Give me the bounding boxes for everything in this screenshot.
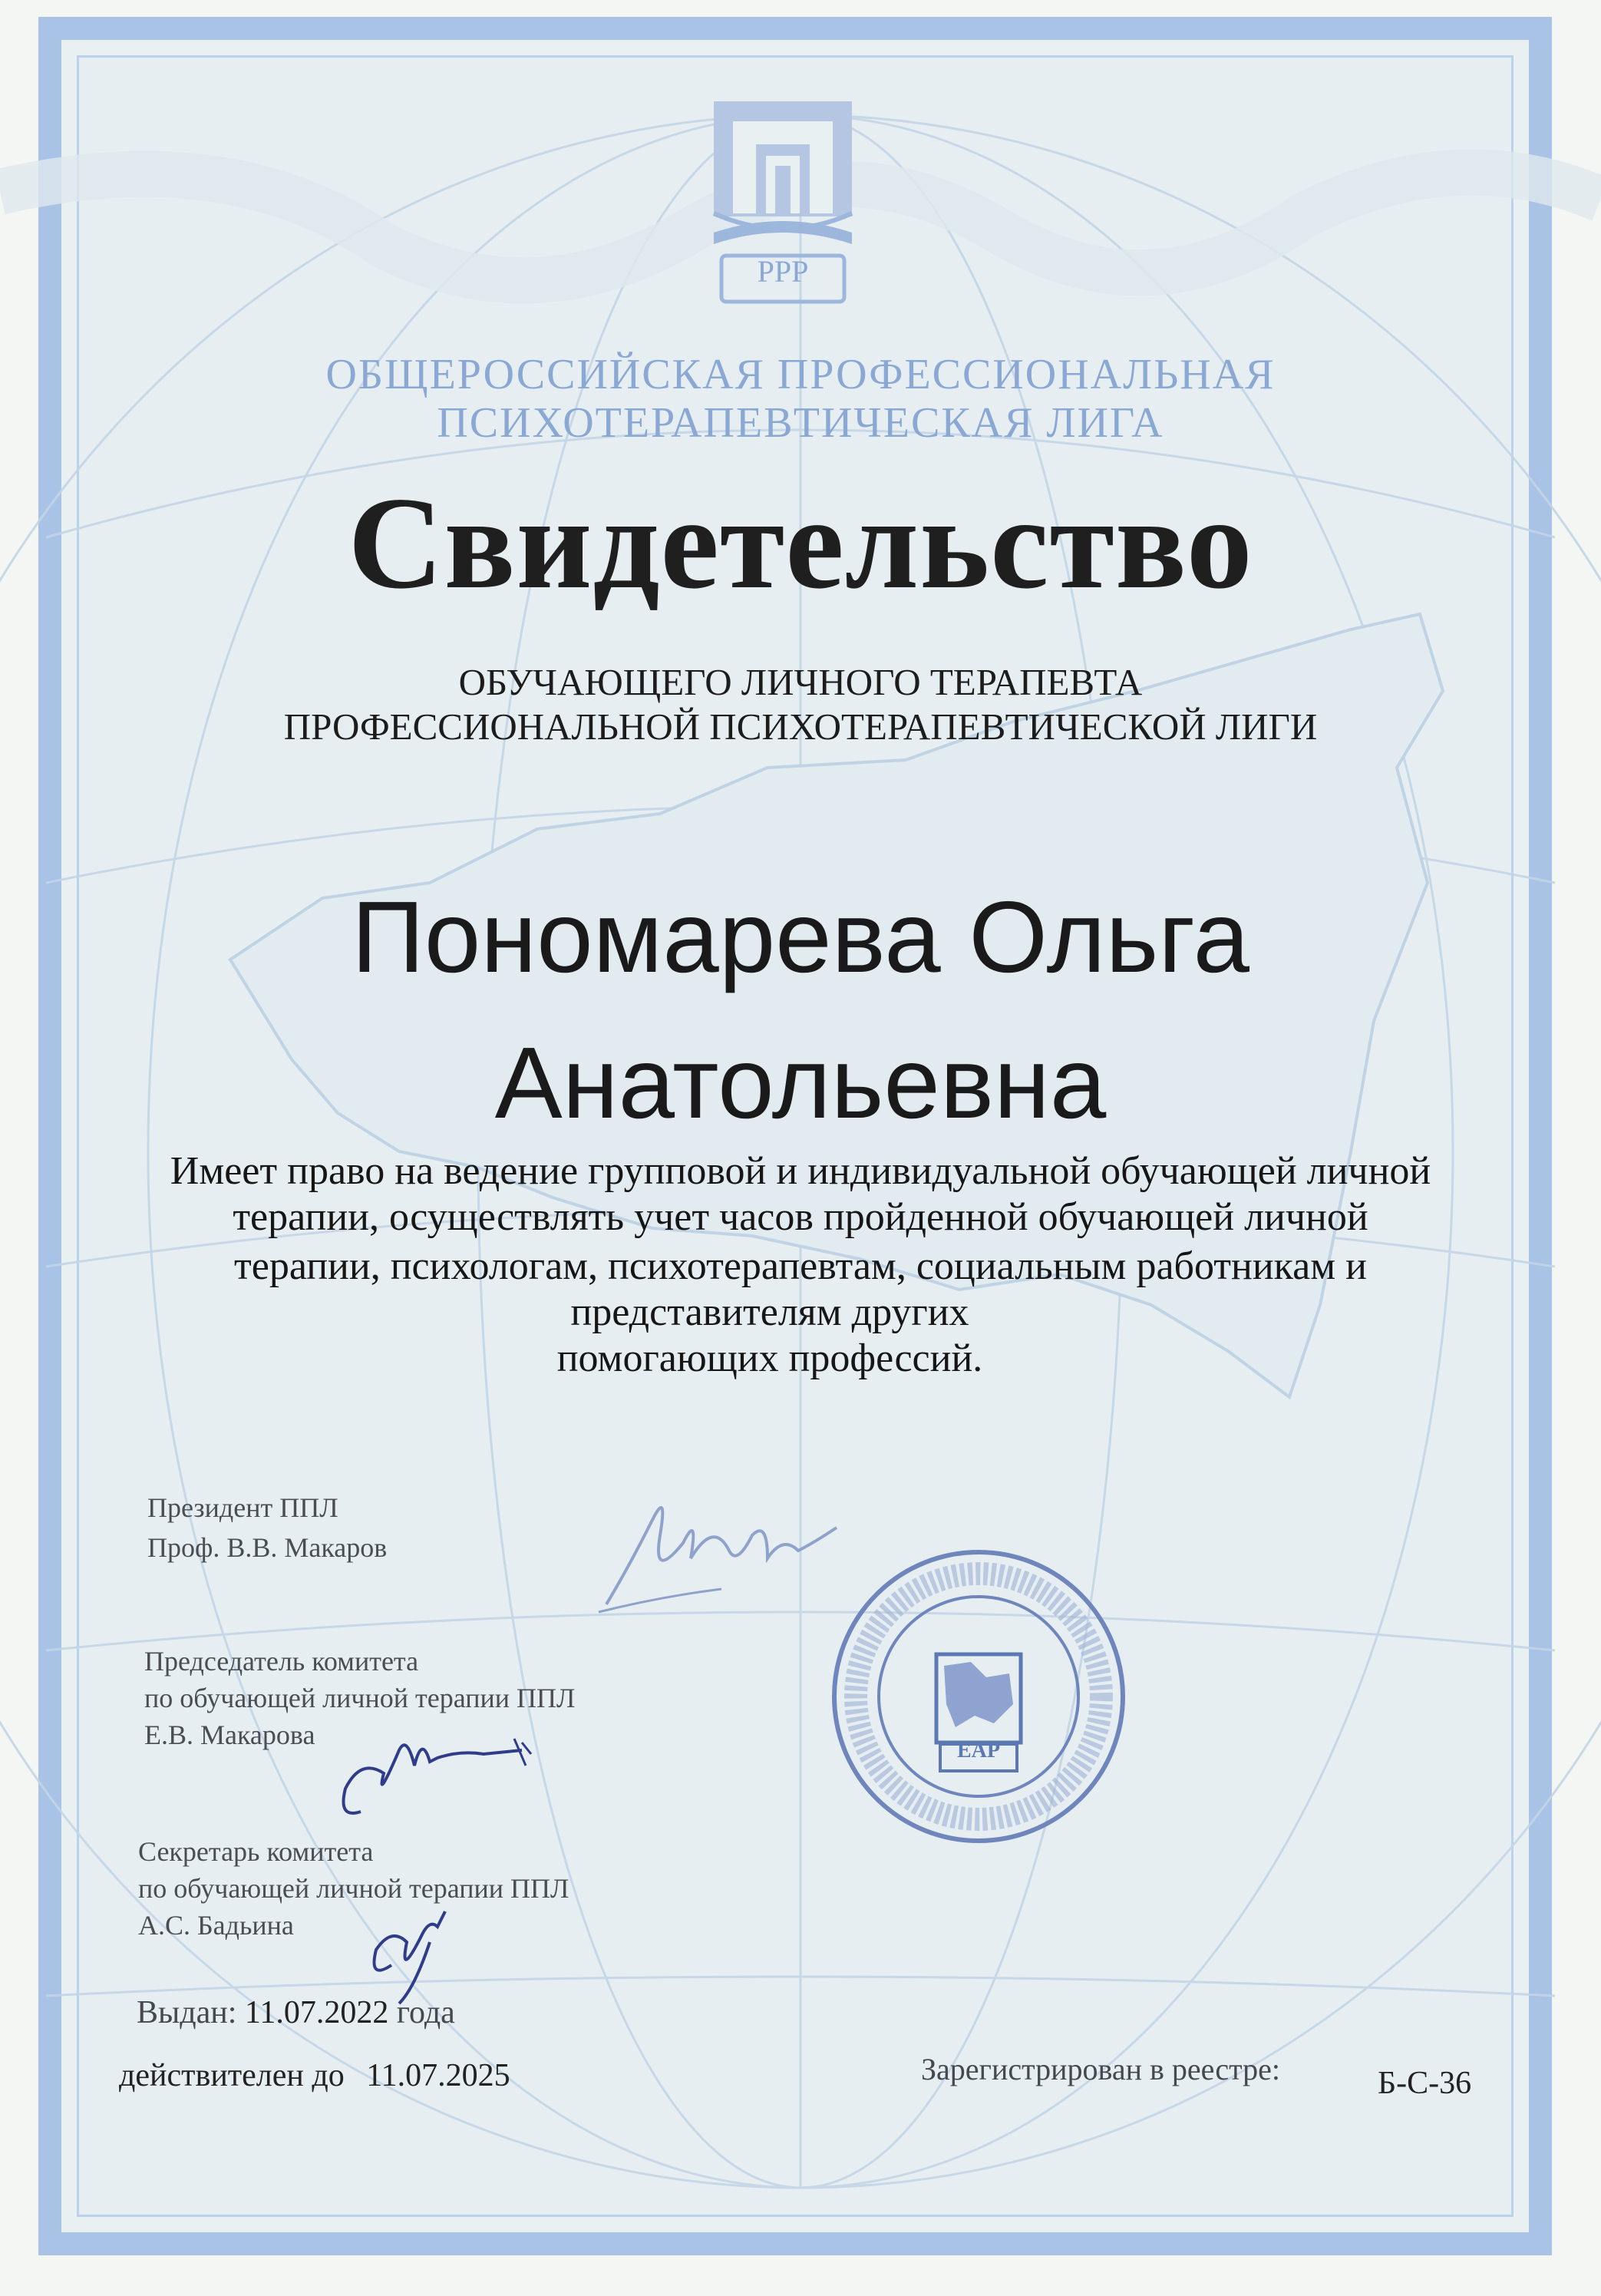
chair-title-line1: Председатель комитета	[144, 1646, 419, 1677]
organization-name-line2: ПСИХОТЕРАПЕВТИЧЕСКАЯ ЛИГА	[437, 399, 1164, 447]
valid-line	[119, 2057, 510, 2094]
issued-date: 11.07.2022	[244, 1995, 389, 2030]
president-signature	[583, 1474, 860, 1627]
rights-line5: помогающих профессий.	[556, 1336, 983, 1380]
registry-number: Б-С-36	[1378, 2066, 1472, 2101]
official-stamp	[825, 1543, 1132, 1850]
valid-label: действителен до	[119, 2058, 345, 2093]
issued-suffix: года	[396, 1995, 455, 2030]
registry-label: Зарегистрирован в реестре:	[921, 2052, 1280, 2086]
holder-name-line2: Анатольевна	[494, 1026, 1107, 1139]
certificate-subtitle-line2: ПРОФЕССИОНАЛЬНОЙ ПСИХОТЕРАПЕВТИЧЕСКОЙ ЛИГИ	[283, 705, 1318, 748]
rights-line3: терапии, психологам, психотерапевтам, социальным работникам и	[234, 1244, 1367, 1288]
secretary-title-line2: по обучающей личной терапии ППЛ	[138, 1873, 569, 1904]
logo-text: PPP	[757, 254, 809, 289]
chair-name: Е.В. Макарова	[144, 1720, 315, 1750]
chair-title-line2: по обучающей личной терапии ППЛ	[144, 1683, 576, 1713]
chair-signature	[330, 1720, 560, 1835]
secretary-name: А.С. Бадьина	[138, 1910, 294, 1941]
issued-line	[137, 1994, 455, 2031]
secretary-title-line1: Секретарь комитета	[138, 1836, 374, 1867]
stamp-emblem-text: ЕАР	[957, 1739, 1000, 1762]
organization-name-line1: ОБЩЕРОССИЙСКАЯ ПРОФЕССИОНАЛЬНАЯ	[325, 351, 1276, 398]
president-name: Проф. В.В. Макаров	[147, 1532, 388, 1563]
president-title: Президент ППЛ	[147, 1492, 338, 1523]
rights-line2: терапии, осуществлять учет часов пройденной обучающей личной	[233, 1195, 1368, 1239]
issued-label: Выдан:	[137, 1995, 237, 2030]
valid-date: 11.07.2025	[366, 2058, 510, 2093]
holder-name-line1: Пономарева Ольга	[352, 880, 1249, 993]
certificate-subtitle-line1: ОБУЧАЮЩЕГО ЛИЧНОГО ТЕРАПЕВТА	[458, 661, 1143, 703]
rights-line4: представителям других	[570, 1290, 969, 1334]
certificate-title: Свидетельство	[348, 471, 1253, 616]
rights-line1: Имеет право на ведение групповой и индивидуальной обучающей личной	[170, 1149, 1431, 1193]
